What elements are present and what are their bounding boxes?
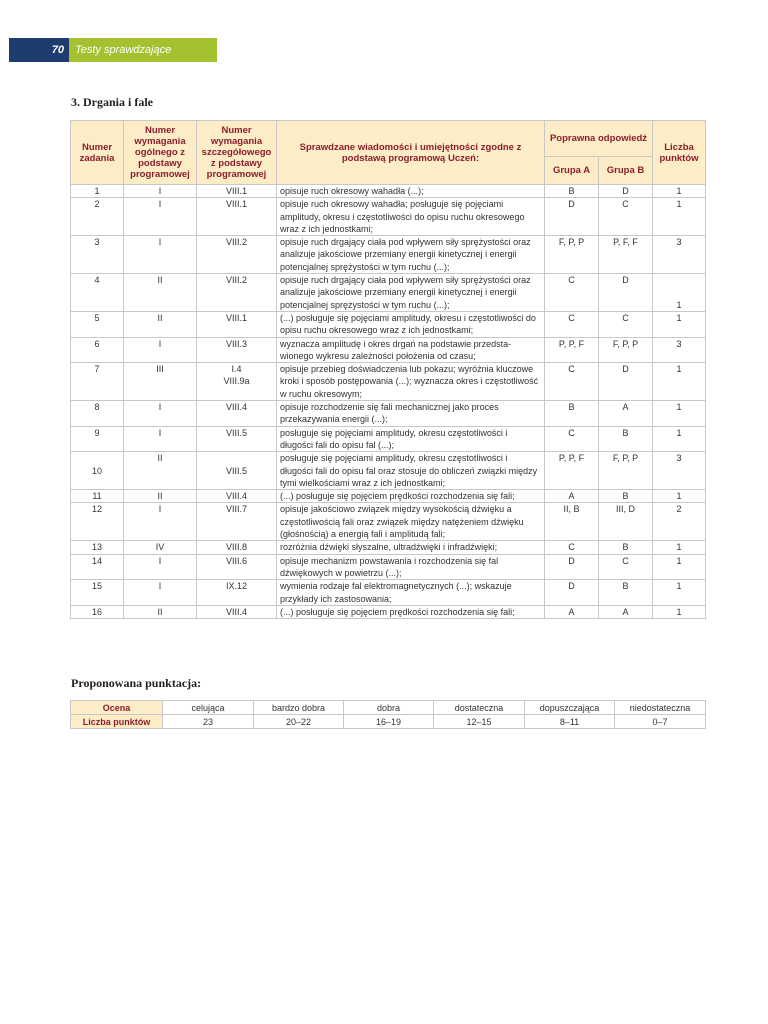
cell-liczba-punktow: 1 [653,580,706,606]
cell-grupa-b: D [599,363,653,401]
cell-numer-zadania: 5 [71,311,124,337]
cell-wymaganie-szczegolowe: VIII.8 [197,541,277,554]
header-grupa-b: Grupa B [599,157,653,185]
table-row [71,452,706,490]
cell-liczba-punktow: 1 [653,401,706,427]
table-row [71,554,706,580]
cell-grupa-a: C [545,541,599,554]
cell-liczba-punktow: 2 [653,503,706,541]
cell-grupa-a: A [545,605,599,618]
cell-wymaganie-ogolne: II [124,605,197,618]
cell-wymaganie-ogolne: I [124,401,197,427]
points-cell: 20–22 [254,715,344,729]
cell-numer-zadania: 7 [71,363,124,401]
header-liczba-punktow: Liczba punktów [653,121,706,185]
scoring-title: Proponowana punktacja: [71,676,202,690]
cell-wymaganie-szczegolowe: VIII.4 [197,490,277,503]
cell-sprawdzane: (...) posługuje się pojęciem prędkości rozchodzenia się fali; [277,605,545,618]
cell-wymaganie-szczegolowe: VIII.2 [197,274,277,312]
cell-grupa-b: D [599,185,653,198]
cell-wymaganie-szczegolowe: VIII.2 [197,236,277,274]
grade-cell: dobra [344,701,434,715]
cell-wymaganie-szczegolowe: VIII.1 [197,198,277,236]
cell-grupa-b: B [599,426,653,452]
cell-grupa-b: D [599,274,653,312]
cell-grupa-a: C [545,311,599,337]
cell-wymaganie-szczegolowe: VIII.1 [197,185,277,198]
cell-wymaganie-szczegolowe: VIII.1 [197,311,277,337]
cell-numer-zadania: 9 [71,426,124,452]
cell-wymaganie-ogolne: I [124,554,197,580]
table-row [71,198,706,236]
cell-wymaganie-ogolne: II [124,274,197,312]
points-cell: 12–15 [434,715,525,729]
cell-liczba-punktow: 1 [653,541,706,554]
cell-wymaganie-szczegolowe: VIII.4 [197,605,277,618]
punkty-label: Liczba punktów [71,715,163,729]
cell-grupa-a: II, B [545,503,599,541]
cell-wymaganie-szczegolowe: VIII.5 [197,452,277,490]
answers-table-body [71,185,706,619]
cell-numer-zadania: 13 [71,541,124,554]
cell-liczba-punktow: 1 [653,605,706,618]
cell-sprawdzane: (...) posługuje się pojęciami amplitudy, okresu i częstotliwości do opisu ruchu okresowego wraz z ich jednostkami; [277,311,545,337]
grade-cell: niedostateczna [615,701,706,715]
cell-sprawdzane: opisuje ruch drgający ciała pod wpływem siły sprężystości oraz analizuje jakościowe przemiany energii kinetycznej i energii potencjalnej sprężystości w tym ruchu (...); [277,236,545,274]
cell-grupa-a: B [545,401,599,427]
cell-wymaganie-ogolne: I [124,185,197,198]
cell-liczba-punktow: 3 [653,337,706,363]
cell-wymaganie-szczegolowe: VIII.6 [197,554,277,580]
cell-numer-zadania: 2 [71,198,124,236]
cell-wymaganie-szczegolowe: VIII.3 [197,337,277,363]
header-poprawna-odpowiedz: Poprawna odpowiedź [545,121,653,157]
cell-wymaganie-ogolne: IV [124,541,197,554]
cell-sprawdzane: opisuje mechanizm powstawania i rozchodzenia się fal dźwiękowych w powietrzu (...); [277,554,545,580]
cell-wymaganie-ogolne: II [124,452,197,490]
cell-sprawdzane: opisuje ruch okresowy wahadła (...); [277,185,545,198]
ocena-label: Ocena [71,701,163,715]
header-grupa-a: Grupa A [545,157,599,185]
cell-grupa-b: A [599,605,653,618]
points-cell: 0–7 [615,715,706,729]
cell-sprawdzane: opisuje ruch drgający ciała pod wpływem siły sprężystości oraz analizuje jakościowe przemiany energii kinetycznej i energii potencjalnej sprężystości w tym ruchu (...); [277,274,545,312]
cell-grupa-b: F, P, P [599,452,653,490]
cell-sprawdzane: wyznacza amplitudę i okres drgań na podstawie przedstawionego wykresu zależności położenia od czasu; [277,337,545,363]
grade-cell: bardzo dobra [254,701,344,715]
cell-wymaganie-szczegolowe: VIII.4 [197,401,277,427]
cell-numer-zadania: 3 [71,236,124,274]
cell-grupa-b: P, F, F [599,236,653,274]
cell-grupa-b: B [599,580,653,606]
cell-sprawdzane: opisuje rozchodzenie się fali mechanicznej jako proces przekazywania energii (...); [277,401,545,427]
cell-numer-zadania: 15 [71,580,124,606]
cell-liczba-punktow: 1 [653,490,706,503]
cell-numer-zadania: 1 [71,185,124,198]
cell-sprawdzane: (...) posługuje się pojęciem prędkości rozchodzenia się fali; [277,490,545,503]
grade-cell: dopuszczająca [525,701,615,715]
header-sprawdzane: Sprawdzane wiadomości i umiejętności zgodne z podstawą programową Uczeń: [277,121,545,185]
cell-grupa-b: C [599,311,653,337]
points-cell: 8–11 [525,715,615,729]
cell-grupa-a: F, P, P [545,236,599,274]
header-wymaganie-szczegolowe: Numer wymagania szczegółowego z podstawy programowej [197,121,277,185]
page-number: 70 [9,38,69,62]
cell-sprawdzane: opisuje przebieg doświadczenia lub pokazu; wyróżnia kluczowe kroki i sposób postępowania (...); wyznacza okres i częstotliwość w ruchu okresowym; [277,363,545,401]
cell-wymaganie-szczegolowe: I.4 VIII.9a [197,363,277,401]
cell-grupa-a: B [545,185,599,198]
cell-liczba-punktow: 1 [653,363,706,401]
cell-sprawdzane: posługuje się pojęciami amplitudy, okresu częstotliwości i długości fali do opisu fal (...); [277,426,545,452]
cell-grupa-a: D [545,198,599,236]
cell-wymaganie-ogolne: I [124,236,197,274]
points-cell: 16–19 [344,715,434,729]
cell-wymaganie-ogolne: II [124,490,197,503]
table-row [71,541,706,554]
table-row [71,503,706,541]
cell-wymaganie-ogolne: III [124,363,197,401]
cell-sprawdzane: rozróżnia dźwięki słyszalne, ultradźwięki i infradźwięki; [277,541,545,554]
cell-grupa-a: D [545,554,599,580]
cell-liczba-punktow: 1 [653,554,706,580]
section-title: 3. Drgania i fale [71,95,153,109]
cell-sprawdzane: posługuje się pojęciami amplitudy, okresu częstotliwości i długości fali do opisu fal oraz stosuje do obliczeń związki między tymi wielkościami wraz z ich jednostkami; [277,452,545,490]
cell-wymaganie-ogolne: I [124,580,197,606]
cell-numer-zadania: 12 [71,503,124,541]
header-numer-zadania: Numer zadania [71,121,124,185]
cell-grupa-a: D [545,580,599,606]
cell-liczba-punktow: 3 [653,236,706,274]
cell-grupa-b: F, P, P [599,337,653,363]
cell-numer-zadania: 6 [71,337,124,363]
cell-numer-zadania: 14 [71,554,124,580]
cell-numer-zadania: 4 [71,274,124,312]
header-title: Testy sprawdzające [69,38,217,62]
cell-sprawdzane: opisuje ruch okresowy wahadła; posługuje się pojęciami amplitudy, okresu i częstotliwości do opisu ruchu okresowego wraz z ich jednostkami; [277,198,545,236]
cell-wymaganie-ogolne: I [124,198,197,236]
cell-grupa-b: III, D [599,503,653,541]
cell-sprawdzane: opisuje jakościowo związek między wysokością dźwięku a częstotliwością fali oraz związek między natężeniem dźwięku (głośnością) a energią fali i amplitudą fali; [277,503,545,541]
grade-cell: dostateczna [434,701,525,715]
table-row [71,236,706,274]
cell-grupa-a: A [545,490,599,503]
cell-wymaganie-szczegolowe: VIII.7 [197,503,277,541]
cell-numer-zadania: 8 [71,401,124,427]
cell-grupa-a: P, P, F [545,452,599,490]
cell-wymaganie-ogolne: I [124,503,197,541]
table-row [71,401,706,427]
cell-wymaganie-szczegolowe: IX.12 [197,580,277,606]
grade-cell: celująca [163,701,254,715]
table-row [71,337,706,363]
table-row [71,363,706,401]
answers-table [70,120,706,619]
cell-grupa-a: C [545,426,599,452]
cell-wymaganie-ogolne: II [124,311,197,337]
cell-grupa-a: C [545,274,599,312]
table-row [71,185,706,198]
cell-grupa-b: B [599,541,653,554]
scoring-points-row [71,715,706,729]
cell-numer-zadania: 10 [71,452,124,490]
cell-liczba-punktow: 1 [653,274,706,312]
table-row [71,274,706,312]
cell-wymaganie-ogolne: I [124,426,197,452]
cell-sprawdzane: wymienia rodzaje fal elektromagnetycznych (...); wskazuje przykłady ich zastosowania; [277,580,545,606]
cell-grupa-b: C [599,198,653,236]
table-row [71,580,706,606]
cell-wymaganie-ogolne: I [124,337,197,363]
cell-liczba-punktow: 1 [653,185,706,198]
cell-numer-zadania: 11 [71,490,124,503]
points-cell: 23 [163,715,254,729]
cell-grupa-a: C [545,363,599,401]
cell-grupa-a: P, P, F [545,337,599,363]
scoring-table [70,700,706,729]
cell-wymaganie-szczegolowe: VIII.5 [197,426,277,452]
scoring-grades-row [71,701,706,715]
cell-grupa-b: C [599,554,653,580]
cell-grupa-b: B [599,490,653,503]
table-row [71,605,706,618]
cell-numer-zadania: 16 [71,605,124,618]
table-row [71,426,706,452]
page-header [9,38,217,62]
cell-liczba-punktow: 1 [653,426,706,452]
cell-grupa-b: A [599,401,653,427]
cell-liczba-punktow: 3 [653,452,706,490]
cell-liczba-punktow: 1 [653,198,706,236]
header-wymaganie-ogolne: Numer wymagania ogólnego z podstawy programowej [124,121,197,185]
table-row [71,311,706,337]
table-row [71,490,706,503]
cell-liczba-punktow: 1 [653,311,706,337]
